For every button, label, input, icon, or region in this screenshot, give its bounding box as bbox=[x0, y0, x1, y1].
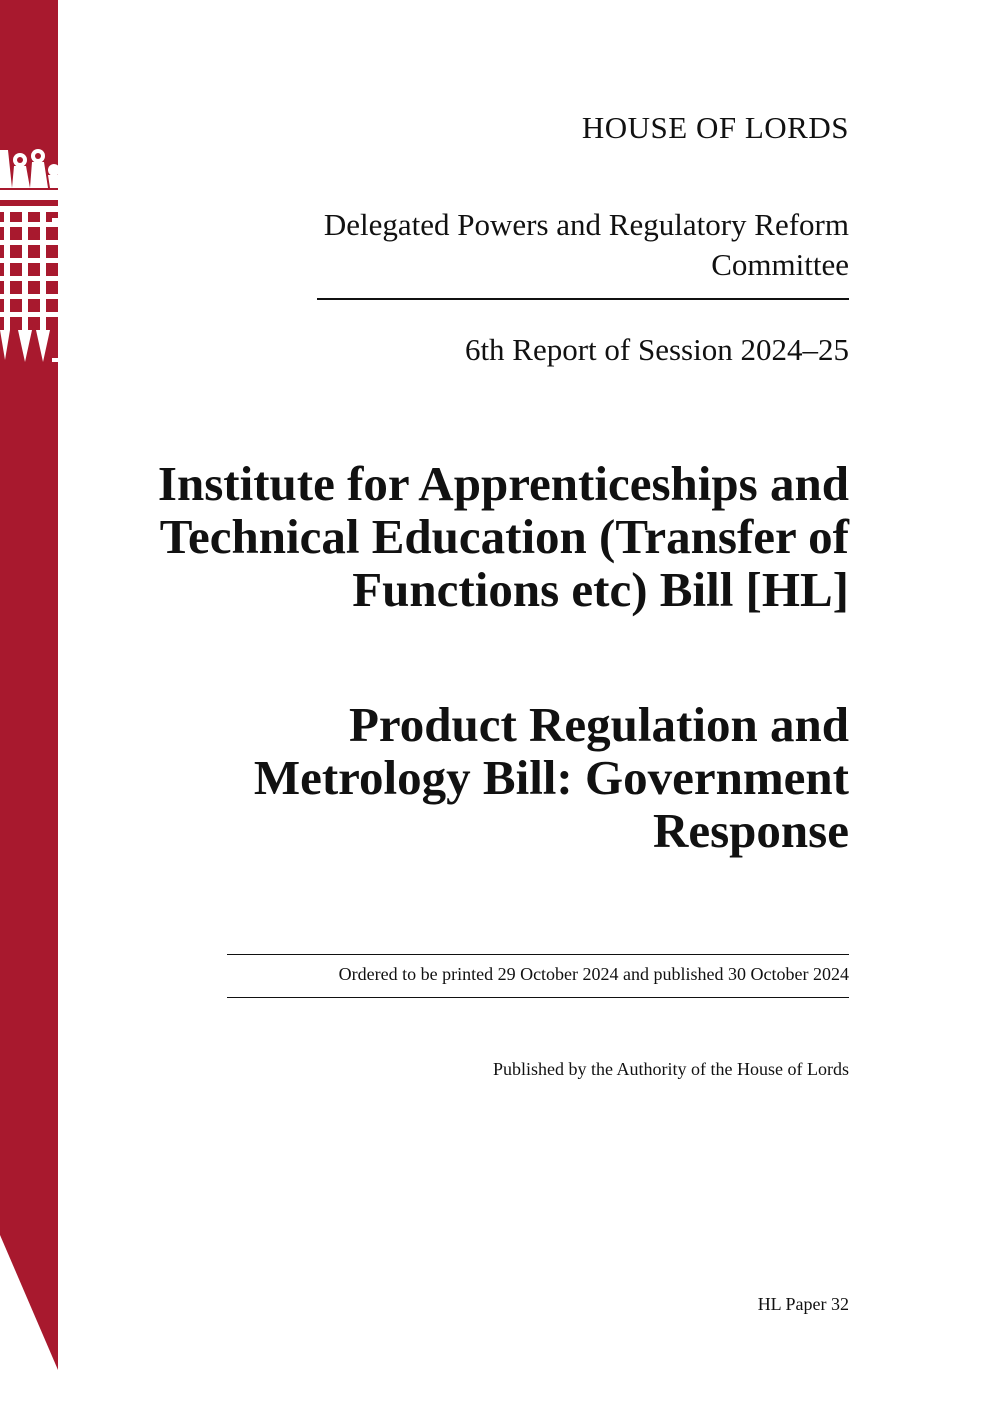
response-title: Product Regulation and Metrology Bill: Government Response bbox=[253, 697, 849, 858]
bill-title: Institute for Apprenticeships and Technical Education (Transfer of Functions etc) Bill [HL] bbox=[157, 456, 849, 617]
ordered-divider-top bbox=[227, 954, 849, 955]
header-divider bbox=[317, 298, 849, 300]
committee-name: Delegated Powers and Regulatory Reform Committee bbox=[323, 207, 849, 282]
session-label: 6th Report of Session 2024–25 bbox=[464, 332, 849, 367]
house-name: HOUSE OF LORDS bbox=[581, 110, 849, 145]
published-by-authority: Published by the Authority of the House of Lords bbox=[493, 1059, 849, 1079]
red-side-band bbox=[0, 0, 58, 1401]
ordered-printed-line: Ordered to be printed 29 October 2024 and published 30 October 2024 bbox=[338, 964, 849, 984]
ordered-divider-bottom bbox=[227, 997, 849, 998]
paper-number: HL Paper 32 bbox=[757, 1294, 849, 1314]
